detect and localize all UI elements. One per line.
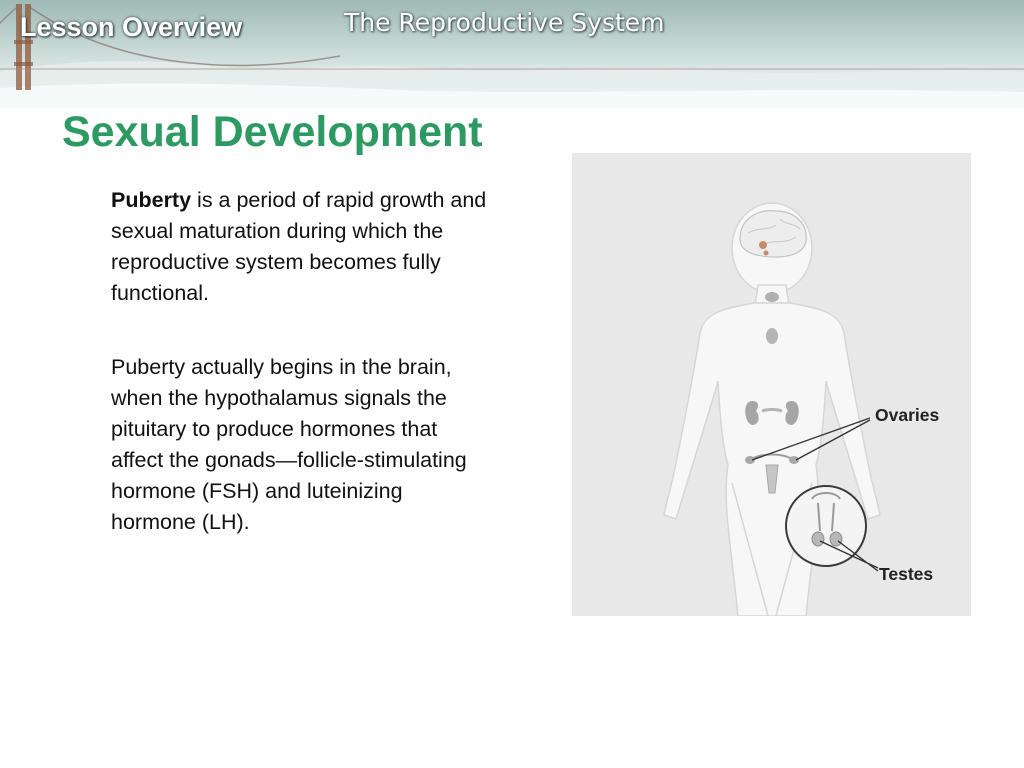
slide-title: Sexual Development (62, 108, 483, 156)
topic-title: The Reproductive System (344, 8, 665, 37)
header-banner (0, 0, 1024, 108)
ovaries-label: Ovaries (875, 405, 940, 425)
testes-label: Testes (879, 564, 934, 584)
endocrine-system-figure (572, 153, 971, 616)
puberty-definition-text: is a period of rapid growth and sexual maturation during which the reproductive system becomes fully functional. (111, 188, 487, 305)
puberty-term: Puberty (111, 188, 192, 212)
puberty-brain-paragraph: Puberty actually begins in the brain, when the hypothalamus signals the pituitary to produce hormones that affect the gonads—follicle-stimulating hormone (FSH) and luteinizing hormone (LH). (111, 355, 467, 534)
lesson-overview-label: Lesson Overview (20, 12, 243, 42)
human-body-illustration (572, 153, 971, 616)
puberty-definition-paragraph (111, 185, 491, 309)
